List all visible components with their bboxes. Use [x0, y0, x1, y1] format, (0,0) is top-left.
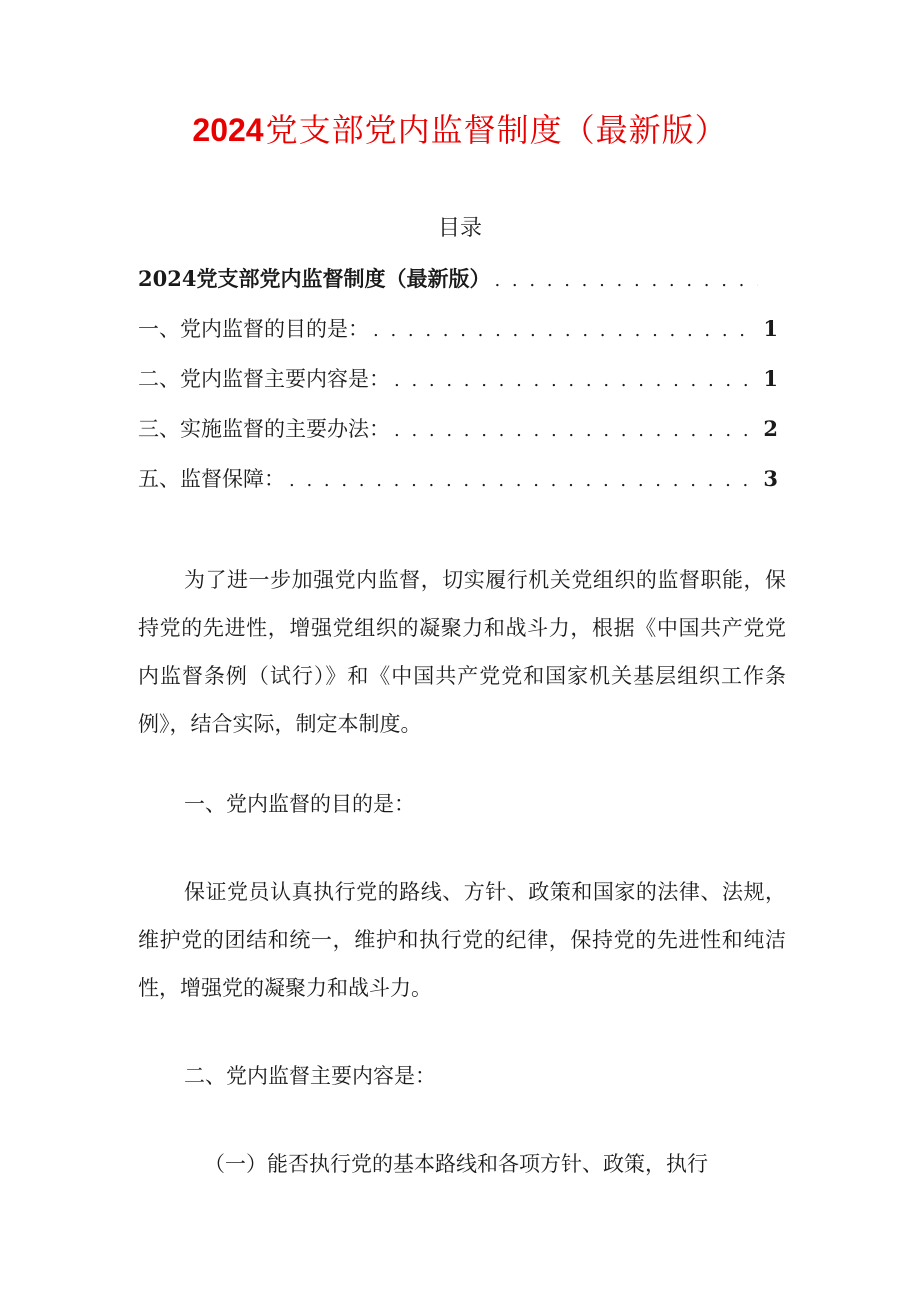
toc-dot-leader — [373, 314, 758, 348]
toc-entry-label: 二、党内监督主要内容是： — [138, 367, 390, 391]
toc-entry-page: 1 — [763, 366, 778, 391]
table-of-contents — [138, 262, 778, 512]
section-paragraph-purpose: 保证党员认真执行党的路线、方针、政策和国家的法律、法规，维护党的团结和统一，维护和执行党的纪律，保持党的先进性和纯洁性，增强党的凝聚力和战斗力。 — [138, 880, 786, 1000]
toc-dot-leader — [394, 414, 758, 448]
toc-entry-label: 2024党支部党内监督制度（最新版） — [138, 266, 491, 291]
toc-entry-page: 3 — [763, 466, 778, 491]
toc-entry-label: 五、监督保障： — [138, 467, 285, 491]
toc-dot-leader — [289, 464, 758, 498]
toc-entry-page: 1 — [763, 316, 778, 341]
toc-entry[interactable] — [138, 312, 778, 362]
document-title-year: 2024 — [192, 112, 264, 148]
toc-entry[interactable] — [138, 262, 778, 312]
section-item-1: （一）能否执行党的基本路线和各项方针、政策，执行 — [204, 1152, 708, 1176]
toc-entry-label: 一、党内监督的目的是： — [138, 317, 369, 341]
toc-entry[interactable] — [138, 412, 778, 462]
toc-dot-leader — [394, 364, 758, 398]
section-heading-purpose: 一、党内监督的目的是： — [184, 792, 415, 816]
intro-paragraph: 为了进一步加强党内监督，切实履行机关党组织的监督职能，保持党的先进性，增强党组织的凝聚力和战斗力，根据《中国共产党党内监督条例（试行）》和《中国共产党党和国家机关基层组织工作条例》，结合实际，制定本制度。 — [138, 568, 786, 736]
toc-heading: 目录 — [437, 216, 482, 241]
toc-entry-label: 三、实施监督的主要办法： — [138, 417, 390, 441]
toc-entry[interactable] — [138, 462, 778, 512]
toc-dot-leader — [494, 264, 758, 298]
document-title — [0, 108, 920, 152]
section-heading-content: 二、党内监督主要内容是： — [184, 1064, 436, 1088]
toc-entry-page: 2 — [763, 416, 778, 441]
toc-entry[interactable] — [138, 362, 778, 412]
document-title-text: 党支部党内监督制度（最新版） — [265, 111, 728, 149]
